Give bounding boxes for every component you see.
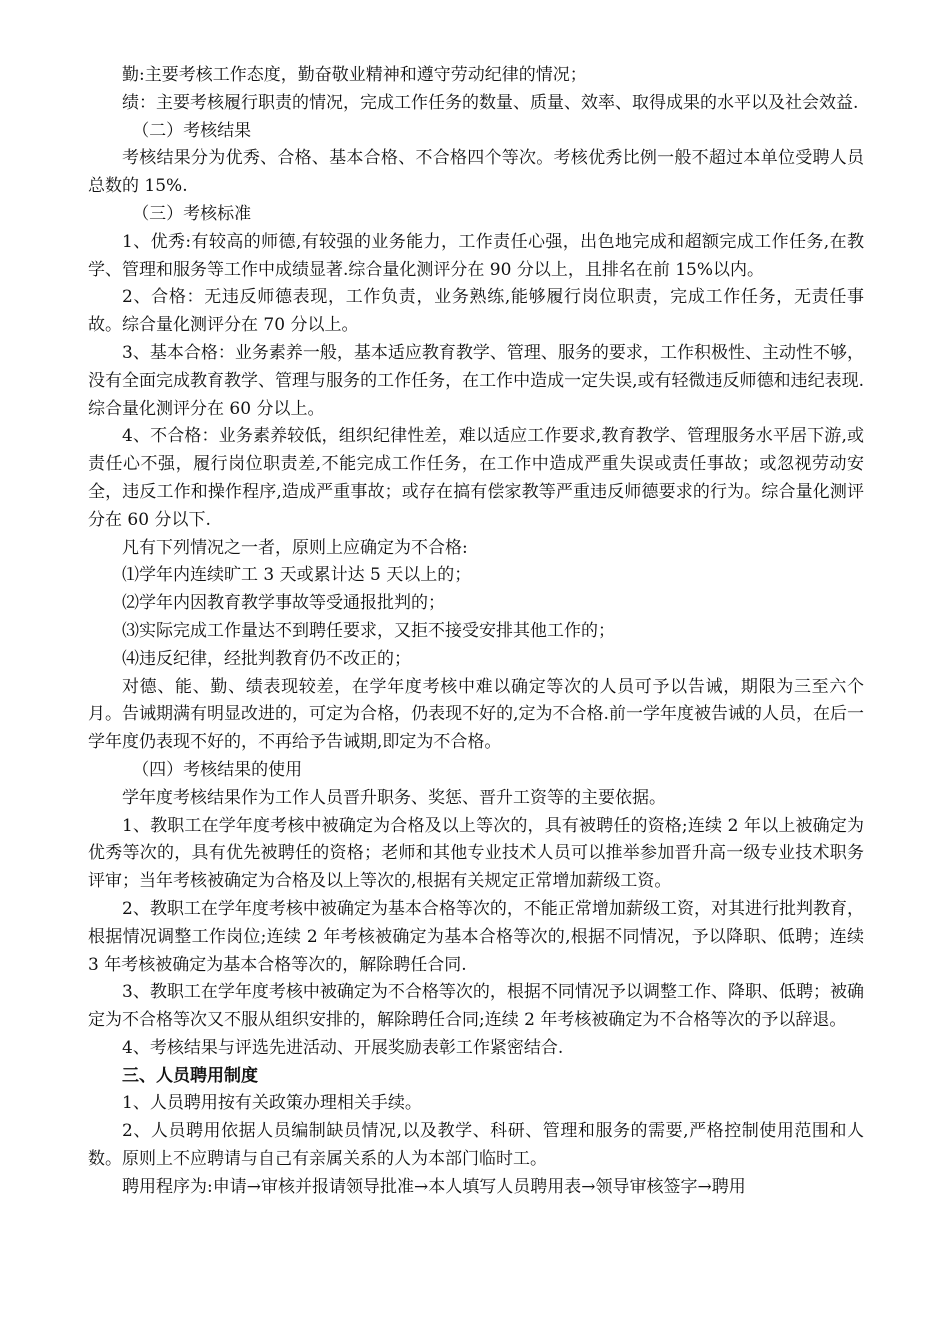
paragraph: 2、合格：无违反师德表现，工作负责，业务熟练,能够履行岗位职责，完成工作任务，无责任事故。综合量化测评分在 70 分以上。 xyxy=(88,287,864,336)
paragraph: 考核结果分为优秀、合格、基本合格、不合格四个等次。考核优秀比例一般不超过本单位受聘人员总数的 15%. xyxy=(88,148,864,197)
paragraph: 3、教职工在学年度考核中被确定为不合格等次的，根据不同情况予以调整工作、降职、低聘；被确定为不合格等次又不服从组织安排的，解除聘任合同;连续 2 年考核被确定为不合格等次的予以辞退。 xyxy=(88,982,864,1031)
paragraph: 1、人员聘用按有关政策办理相关手续。 xyxy=(122,1093,422,1114)
section-heading: （二）考核结果 xyxy=(132,120,252,141)
paragraph: 3、基本合格：业务素养一般，基本适应教育教学、管理、服务的要求，工作积极性、主动性不够，没有全面完成教育教学、管理与服务的工作任务，在工作中造成一定失误,或有轻微违反师德和违纪表现.综合量化测评分在 60 分以上。 xyxy=(88,342,864,419)
paragraph: 绩：主要考核履行职责的情况，完成工作任务的数量、质量、效率、取得成果的水平以及社会效益. xyxy=(122,92,859,113)
paragraph: 4、考核结果与评选先进活动、开展奖励表彰工作紧密结合. xyxy=(122,1037,564,1058)
paragraph: 凡有下列情况之一者，原则上应确定为不合格: xyxy=(122,537,468,558)
list-item: ⑶实际完成工作量达不到聘任要求，又拒不接受安排其他工作的； xyxy=(122,620,615,641)
list-item: ⑴学年内连续旷工 3 天或累计达 5 天以上的； xyxy=(122,565,472,586)
paragraph: 学年度考核结果作为工作人员晋升职务、奖惩、晋升工资等的主要依据。 xyxy=(122,787,666,808)
section-heading: （四）考核结果的使用 xyxy=(132,759,303,780)
document-body xyxy=(88,62,864,1202)
chapter-heading: 三、人员聘用制度 xyxy=(122,1065,258,1086)
list-item: ⑷违反纪律，经批判教育仍不改正的； xyxy=(122,648,411,669)
paragraph: 2、人员聘用依据人员编制缺员情况,以及教学、科研、管理和服务的需要,严格控制使用范围和人数。原则上不应聘请与自己有亲属关系的人为本部门临时工。 xyxy=(88,1121,864,1170)
paragraph: 4、不合格：业务素养较低，组织纪律性差，难以适应工作要求,教育教学、管理服务水平居下游,或责任心不强，履行岗位职责差,不能完成工作任务，在工作中造成严重失误或责任事故；或忽视劳动安全，违反工作和操作程序,造成严重事故；或存在搞有偿家教等严重违反师德要求的行为。综合量化测评分在 60 分以下. xyxy=(88,426,864,530)
paragraph: 1、教职工在学年度考核中被确定为合格及以上等次的，具有被聘任的资格;连续 2 年以上被确定为优秀等次的，具有优先被聘任的资格；老师和其他专业技术人员可以推举参加晋升高一级专业技术职务评审；当年考核被确定为合格及以上等次的,根据有关规定正常增加薪级工资。 xyxy=(88,815,864,892)
paragraph: 对德、能、勤、绩表现较差，在学年度考核中难以确定等次的人员可予以告诫，期限为三至六个月。告诫期满有明显改进的，可定为合格，仍表现不好的,定为不合格.前一学年度被告诫的人员，在后一学年度仍表现不好的，不再给予告诫期,即定为不合格。 xyxy=(88,676,864,753)
list-item: ⑵学年内因教育教学事故等受通报批判的； xyxy=(122,593,445,614)
paragraph: 聘用程序为:申请→审核并报请领导批准→本人填写人员聘用表→领导审核签字→聘用 xyxy=(122,1176,746,1197)
paragraph: 2、教职工在学年度考核中被确定为基本合格等次的，不能正常增加薪级工资，对其进行批判教育，根据情况调整工作岗位;连续 2 年考核被确定为基本合格等次的,根据不同情况，予以降职、低聘；连续 3 年考核被确定为基本合格等次的，解除聘任合同. xyxy=(88,898,864,975)
paragraph: 1、优秀:有较高的师德,有较强的业务能力，工作责任心强，出色地完成和超额完成工作任务,在教学、管理和服务等工作中成绩显著.综合量化测评分在 90 分以上，且排名在前 15%以内。 xyxy=(88,231,864,280)
paragraph: 勤:主要考核工作态度，勤奋敬业精神和遵守劳动纪律的情况； xyxy=(122,65,587,85)
section-heading: （三）考核标准 xyxy=(132,203,252,224)
